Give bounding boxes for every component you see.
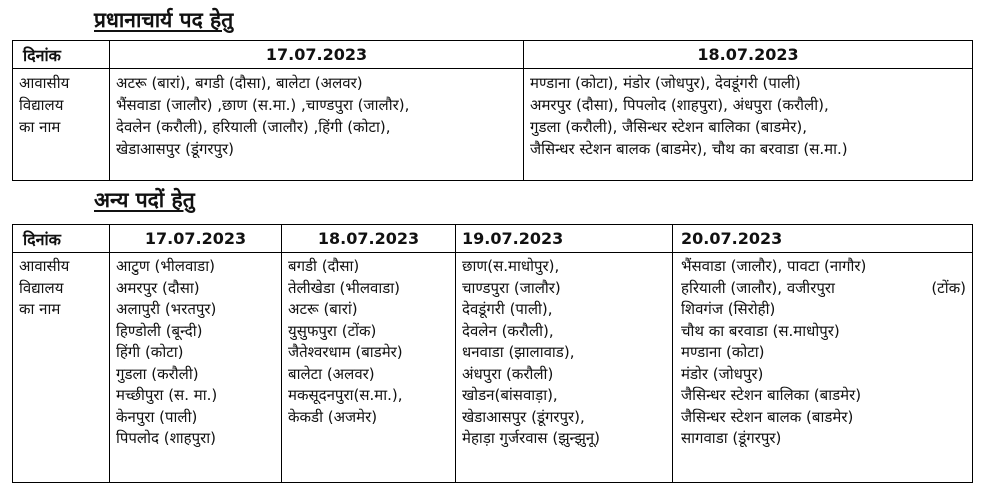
school-line: देवलेन (करौली), bbox=[462, 321, 554, 340]
school-line: आटुण (भीलवाडा) bbox=[116, 257, 215, 275]
school-line: केकडी (अजमेर) bbox=[288, 407, 378, 426]
school-line: बालेटा (अलवर) bbox=[288, 364, 375, 383]
school-line: सागवाडा (डूंगरपुर) bbox=[681, 429, 782, 447]
date-header-2: 18.07.2023 bbox=[524, 41, 973, 69]
school-line: चाण्डपुरा (जालौर) bbox=[462, 278, 561, 297]
row-label-line: आवासीय bbox=[19, 74, 70, 92]
schools-cell-date-3 bbox=[456, 253, 673, 483]
school-line: बगडी (दौसा) bbox=[288, 257, 360, 275]
row-label-line: विद्यालय bbox=[19, 278, 64, 297]
school-line: अमरपुर (दौसा), पिपलोद (शाहपुरा), अंधपुरा (करौली), bbox=[530, 96, 829, 114]
school-line: छाण(स.माधोपुर), bbox=[462, 257, 560, 275]
row-label-cell bbox=[13, 69, 110, 181]
principal-schedule-table bbox=[12, 40, 973, 181]
row-label-line: विद्यालय bbox=[19, 96, 64, 114]
school-line: अलापुरी (भरतपुर) bbox=[116, 300, 217, 318]
principal-section-heading: प्रधानाचार्य पद हेतु bbox=[94, 8, 234, 32]
school-line: अटरू (बारां) bbox=[288, 300, 358, 318]
school-line: तेलीखेडा (भीलवाडा) bbox=[288, 278, 400, 297]
table-header-row bbox=[13, 225, 973, 253]
date-header-1: 17.07.2023 bbox=[110, 225, 282, 253]
school-line bbox=[681, 278, 966, 300]
schools-cell-date-1 bbox=[110, 69, 524, 181]
date-header-4: 20.07.2023 bbox=[673, 225, 973, 253]
school-line: देवलेन (करौली), हरियाली (जालौर) ,हिंगी (कोटा), bbox=[116, 118, 391, 136]
school-line: खोडन(बांसवाड़ा), bbox=[462, 386, 558, 404]
date-column-header: दिनांक bbox=[13, 41, 110, 69]
date-header-2: 18.07.2023 bbox=[282, 225, 456, 253]
school-line: जैतेश्वरधाम (बाडमेर) bbox=[288, 343, 403, 361]
date-column-header: दिनांक bbox=[13, 225, 110, 253]
table-row bbox=[13, 69, 973, 181]
school-line: अटरू (बारां), बगडी (दौसा), बालेटा (अलवर) bbox=[116, 74, 363, 92]
school-line: गुडला (करौली) bbox=[116, 364, 199, 383]
school-line: मंडोर (जोधपुर) bbox=[681, 364, 764, 383]
school-line: युसुफपुरा (टोंक) bbox=[288, 321, 377, 340]
school-line: अमरपुर (दौसा) bbox=[116, 278, 200, 297]
school-line: खेडाआसपुर (डूंगरपुर), bbox=[462, 407, 585, 426]
schools-cell-date-1 bbox=[110, 253, 282, 483]
school-line: जैसिन्धर स्टेशन बालिका (बाडमेर) bbox=[681, 386, 862, 404]
school-line: भैंसवाडा (जालौर) ,छाण (स.मा.) ,चाण्डपुरा (जालौर), bbox=[116, 96, 410, 114]
schools-cell-date-4 bbox=[673, 253, 973, 483]
school-line: देवडूंगरी (पाली), bbox=[462, 300, 553, 318]
school-line: जैसिन्धर स्टेशन बालक (बाडमेर) bbox=[681, 407, 854, 426]
table-row bbox=[13, 253, 973, 483]
school-line: पिपलोद (शाहपुरा) bbox=[116, 429, 217, 447]
other-posts-section-heading: अन्य पदों हेतु bbox=[94, 188, 195, 212]
schools-cell-date-2 bbox=[282, 253, 456, 483]
school-line: हिण्डोली (बून्दी) bbox=[116, 321, 203, 340]
school-line bbox=[462, 450, 666, 472]
school-line: मण्डाना (कोटा), मंडोर (जोधपुर), देवडूंगरी (पाली) bbox=[530, 74, 801, 92]
school-line: मच्छीपुरा (स. मा.) bbox=[116, 386, 218, 404]
school-line: खेडाआसपुर (डूंगरपुर) bbox=[116, 140, 235, 158]
school-line-part: (टोंक) bbox=[931, 278, 966, 297]
school-line: हिंगी (कोटा) bbox=[116, 343, 184, 361]
date-header-3: 19.07.2023 bbox=[456, 225, 673, 253]
school-line: धनवाडा (झालावाड), bbox=[462, 343, 575, 361]
school-line: भैंसवाडा (जालौर), पावटा (नागौर) bbox=[681, 257, 867, 275]
school-line: चौथ का बरवाडा (स.माधोपुर) bbox=[681, 321, 840, 340]
school-line: अंधपुरा (करौली) bbox=[462, 364, 554, 383]
row-label-line: का नाम bbox=[19, 118, 61, 136]
date-header-1: 17.07.2023 bbox=[110, 41, 524, 69]
school-line: जैसिन्धर स्टेशन बालक (बाडमेर), चौथ का बरवाडा (स.मा.) bbox=[530, 140, 848, 158]
school-line: केनपुरा (पाली) bbox=[116, 407, 198, 426]
school-line: गुडला (करौली), जैसिन्धर स्टेशन बालिका (बाडमेर), bbox=[530, 118, 807, 136]
table-header-row bbox=[13, 41, 973, 69]
school-line-part: हरियाली (जालौर), वजीरपुरा bbox=[681, 278, 835, 297]
school-line bbox=[116, 450, 275, 472]
row-label-cell bbox=[13, 253, 110, 483]
other-posts-schedule-table bbox=[12, 224, 973, 483]
school-line: मेहाड़ा गुर्जरवास (झुन्झुनू) bbox=[462, 429, 600, 447]
school-line: शिवगंज (सिरोही) bbox=[681, 300, 776, 318]
school-line: मण्डाना (कोटा) bbox=[681, 343, 765, 361]
schools-cell-date-2 bbox=[524, 69, 973, 181]
school-line: मकसूदनपुरा(स.मा.), bbox=[288, 386, 403, 404]
row-label-line: का नाम bbox=[19, 300, 61, 318]
row-label-line: आवासीय bbox=[19, 257, 70, 275]
